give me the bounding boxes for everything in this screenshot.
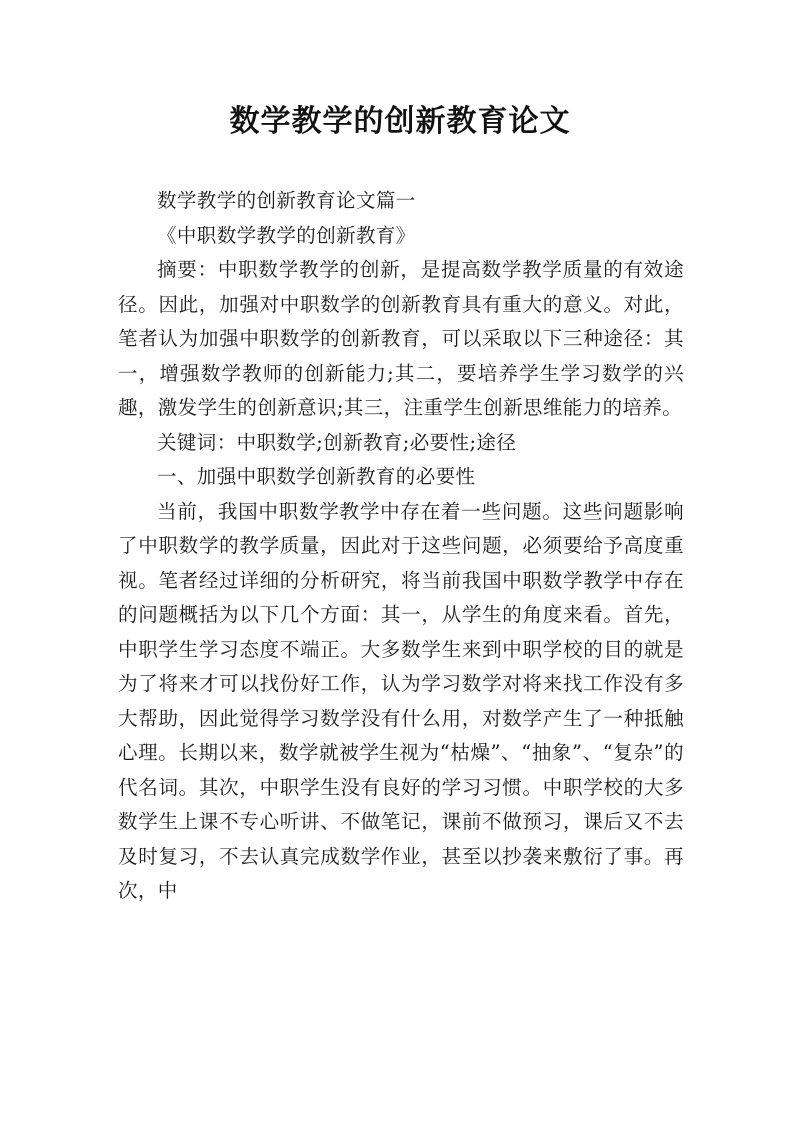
- document-body: [118, 184, 684, 909]
- paragraph-body: 当前，我国中职数学教学中存在着一些问题。这些问题影响了中职数学的教学质量，因此对于这些问题，必须要给予高度重视。笔者经过详细的分析研究，将当前我国中职数学教学中存在的问题概括为以下几个方面：其一，从学生的角度来看。首先，中职学生学习态度不端正。大多数学生来到中职学校的目的就是为了将来才可以找份好工作，认为学习数学对将来找工作没有多大帮助，因此觉得学习数学没有什么用，对数学产生了一种抵触心理。长期以来，数学就被学生视为“枯燥”、“抽象”、“复杂”的代名词。其次，中职学生没有良好的学习习惯。中职学校的大多数学生上课不专心听讲、不做笔记，课前不做预习，课后又不去及时复习，不去认真完成数学作业，甚至以抄袭来敷衍了事。再次，中: [118, 499, 684, 902]
- paragraph-subheading: 一、加强中职数学创新教育的必要性: [157, 465, 476, 488]
- document-title: 数学教学的创新教育论文: [229, 104, 571, 139]
- paragraph-keywords: 关键词：中职数学;创新教育;必要性;途径: [157, 430, 517, 454]
- paragraph-section-heading: 数学教学的创新教育论文篇一: [157, 189, 416, 212]
- paragraph-abstract: 摘要：中职数学教学的创新，是提高数学教学质量的有效途径。因此，加强对中职数学的创新教育具有重大的意义。对此，笔者认为加强中职数学的创新教育，可以采取以下三种途径：其一，增强数学教师的创新能力;其二，要培养学生学习数学的兴趣，激发学生的创新意识;其三，注重学生创新思维能力的培养。: [118, 258, 684, 419]
- paragraph-article-title: 《中职数学教学的创新教育》: [157, 223, 416, 247]
